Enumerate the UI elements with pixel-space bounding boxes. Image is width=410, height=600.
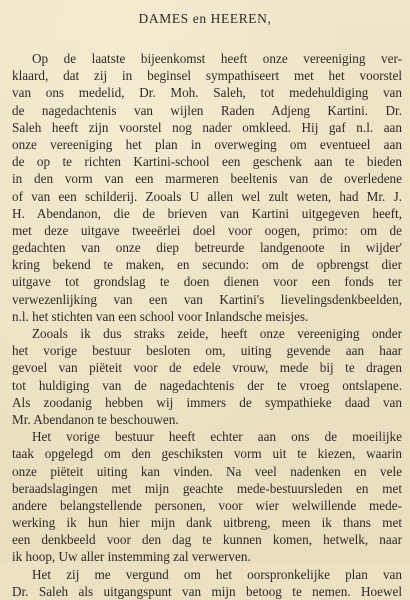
text-line: met deze uitgave tweeërlei doel voor oogen, primo: om de xyxy=(12,222,402,238)
text-line: H. Abendanon, die de brieven van Kartini uitgegeven heeft, xyxy=(12,205,402,221)
text-line: taak opgelegd om den geschiksten vorm uit te kiezen, waarin xyxy=(12,446,402,462)
text-line: gedachten van onze diep betreurde landgenoote in wijder' xyxy=(12,240,402,256)
text-line: in den vorm van een marmeren beeltenis van de overledene xyxy=(12,171,402,187)
text-line: onze piëteit uiting kan vinden. Na veel nadenken en vele xyxy=(12,463,402,479)
text-line: van ons medelid, Dr. Moh. Saleh, tot medehuldiging van xyxy=(12,85,402,101)
text-line: Zooals ik dus straks zeide, heeft onze vereeniging onder xyxy=(32,326,402,341)
text-line: de op te richten Kartini-school een geschenk aan te bieden xyxy=(12,154,402,170)
text-line: andere belangstellende personen, voor wier welwillende mede- xyxy=(12,497,402,513)
text-line: beraadslagingen met mijn geachte mede-bestuursleden en met xyxy=(12,480,402,496)
text-line: Saleh heeft zijn voorstel nog nader omkleed. Hij gaf n.l. aan xyxy=(12,119,402,135)
text-line: Op de laatste bijeenkomst heeft onze vereeniging ver- xyxy=(32,51,402,66)
text-line: ik hoop, Uw aller instemming zal verwerven. xyxy=(12,549,251,565)
text-line: het vorige bestuur besloten om, uiting gevende aan haar xyxy=(12,343,402,359)
text-line: of van een schilderij. Zooals U allen wel zult weten, had Mr. J. xyxy=(12,188,402,204)
text-line: uitgave tot grondslag te doen dienen voor een fonds ter xyxy=(12,274,402,290)
text-line: onze vereeniging het plan in overweging om eventueel aan xyxy=(12,136,402,152)
text-line: werking ik hun hier mijn dank uitbreng, meen ik thans met xyxy=(12,515,402,531)
text-line: de nagedachtenis van wijlen Raden Adjeng Kartini. Dr. xyxy=(12,102,402,118)
text-line: Het vorige bestuur heeft echter aan ons de moeilijke xyxy=(32,429,402,445)
text-line: gevoel van piëteit voor de edele vrouw, mede bij te dragen xyxy=(12,360,402,376)
text-line: verwezenlijking van een van Kartini's lievelingsdenkbeelden, xyxy=(12,291,402,307)
text-line: kring bekend te maken, en secundo: om de opbrengst dier xyxy=(12,257,402,273)
text-line: n.l. het stichten van een school voor Inlandsche meisjes. xyxy=(12,308,309,324)
text-line: Dr. Saleh als uitgangspunt van mijn betoog te nemen. Hoewel xyxy=(12,583,402,599)
text-line: Het zij me vergund om het oorspronkelijke plan van xyxy=(32,566,402,582)
document-body xyxy=(12,50,402,600)
text-line: tot huldiging van de nagedachtenis der te vroeg ontslapene. xyxy=(12,377,402,393)
document-heading: DAMES en HEEREN, xyxy=(138,11,272,26)
text-line: een denkbeeld voor den dag te kunnen komen, hetwelk, naar xyxy=(12,532,402,548)
text-line: klaard, dat zij in beginsel sympathiseert met het voorstel xyxy=(12,68,402,84)
text-line: Als zoodanig hebben wij immers de sympathieke daad van xyxy=(12,394,402,410)
text-line: Mr. Abendanon te beschouwen. xyxy=(12,411,179,427)
